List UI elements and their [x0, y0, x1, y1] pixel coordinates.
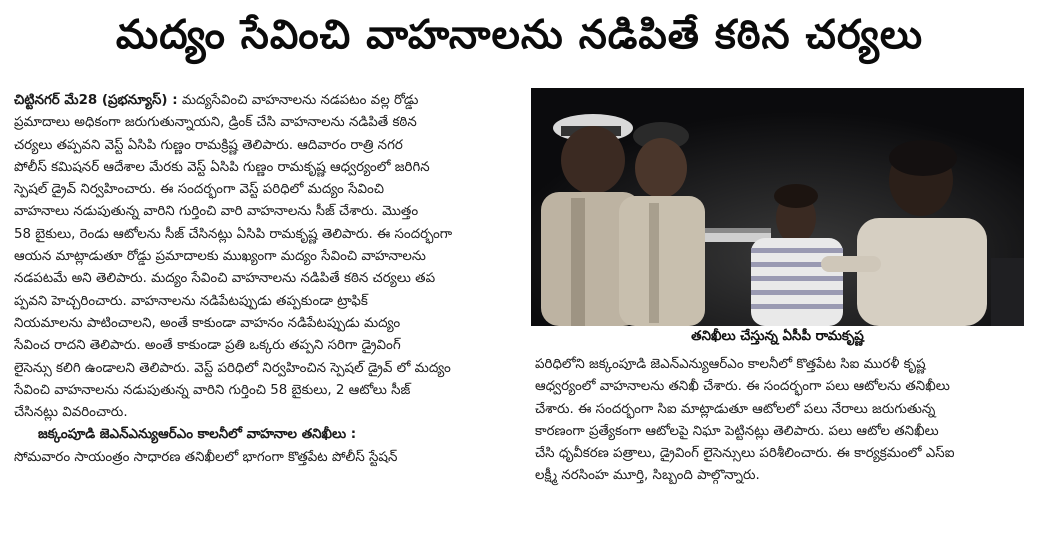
news-photo — [531, 88, 1024, 326]
body-line: కారణంగా ప్రత్యేకంగా ఆటోలపై నిఘా పెట్టినట్లు తెలిపారు. పలు ఆటోల తనిఖీలు — [535, 423, 939, 439]
body-line: లక్ష్మీ నరసింహ మూర్తి, సిబ్బంది పాల్గొన్నారు. — [535, 468, 760, 484]
body-line: నడపటమే అని తెలిపారు. మద్యం సేవించి వాహనాలను నడిపితే కఠిన చర్యలు తప — [14, 271, 436, 287]
photo-caption: తనిఖీలు చేస్తున్న ఏసీపీ రామకృష్ణ — [691, 329, 864, 344]
body-line: నియమాలను పాటించాలని, అంతే కాకుండా వాహనం నడిపేటప్పుడు మద్యం — [14, 315, 401, 331]
first-line — [14, 90, 520, 112]
body-line: చేశారు. ఈ సందర్భంగా సిఐ మాట్లాడుతూ ఆటోలలో పలు నేరాలు జరుగుతున్న — [535, 401, 936, 417]
body-line: చర్యలు తప్పవని వెస్ట్ ఏసిపి గుణ్ణం రామక్రిష్ణ తెలిపారు. ఆదివారం రాత్రి నగర — [14, 137, 403, 153]
body-line: చేసినట్లు వివరించారు. — [14, 405, 128, 421]
right-column — [535, 354, 1035, 488]
left-column — [14, 90, 520, 469]
police-checking-photo — [531, 88, 1024, 326]
body-line: పోలీస్ కమిషనర్ ఆదేశాల మేరకు వెస్ట్ ఏసిపి గుణ్ణం రామకృష్ణ ఆధ్వర్యంలో జరిగిన — [14, 159, 430, 175]
dateline: చిట్టినగర్ మే28 (ప్రభన్యూస్) : — [14, 93, 178, 108]
body-line: పరిధిలోని జక్కంపూడి జెఎన్ఎన్యుఆర్ఎం కాలనీలో కొత్తపేట సిఐ మురళీ కృష్ణ — [535, 357, 926, 372]
headline: మద్యం సేవించి వాహనాలను నడిపితే కఠిన చర్యలు — [115, 12, 924, 58]
body-line: మద్యసేవించి వాహనాలను నడపటం వల్ల రోడ్డు — [181, 93, 419, 108]
body-line: ఆయన మాట్లాడుతూ రోడ్డు ప్రమాదాలకు ముఖ్యంగా మద్యం సేవించి వాహనాలను — [14, 249, 426, 265]
body-line: 58 బైకులు, రెండు ఆటోలను సీజ్ చేసినట్లు ఏసిపి రామకృష్ణ తెలిపారు. ఈ సందర్భంగా — [14, 226, 453, 242]
body-line: ఆధ్వర్యంలో వాహనాలను తనిఖీ చేశారు. ఈ సందర్భంగా పలు ఆటోలను తనిఖీలు — [535, 379, 950, 395]
body-line: ప్పవని హెచ్చరించారు. వాహనాలను నడిపేటప్పుడు తప్పకుండా ట్రాఫిక్ — [14, 293, 368, 309]
body-line: ప్రమాదాలు అధికంగా జరుగుతున్నాయని, డ్రింక్ చేసి వాహనాలను నడిపితే కఠిన — [14, 115, 417, 131]
body-line: చేసి ధృవీకరణ పత్రాలు, డ్రైవింగ్ లైసెన్సులు పరిశీలించారు. ఈ కార్యక్రమంలో ఎస్ఐ — [535, 446, 955, 462]
body-line: లైసెన్సు కలిగి ఉండాలని తెలిపారు. వెస్ట్ పరిధిలో నిర్వహించిన స్పెషల్ డ్రైవ్ లో మద్యం — [14, 360, 451, 376]
body-line: సోమవారం సాయంత్రం సాధారణ తనిఖీలలో భాగంగా కొత్తపేట పోలీస్ స్టేషన్ — [14, 449, 398, 465]
body-line: సేవించి వాహనాలను నడుపుతున్న వారిని గుర్తించి 58 బైకులు, 2 ఆటోలు సీజ్ — [14, 382, 411, 398]
subheading: జక్కంపూడి జెఎన్ఎన్యుఆర్ఎం కాలనీలో వాహనాల తనిఖీలు : — [38, 427, 357, 443]
body-line: స్పెషల్ డ్రైవ్ నిర్వహించారు. ఈ సందర్భంగా వెస్ట్ పరిధిలో మద్యం సేవించి — [14, 182, 385, 198]
body-line: వాహనాలు నడుపుతున్న వారిని గుర్తించి వారి వాహనాలను సీజ్ చేశారు. మొత్తం — [14, 204, 419, 220]
body-line: సేవించ రాదని తెలిపారు. అంతే కాకుండా ప్రతి ఒక్కరు తప్పని సరిగా డ్రైవింగ్ — [14, 338, 401, 354]
